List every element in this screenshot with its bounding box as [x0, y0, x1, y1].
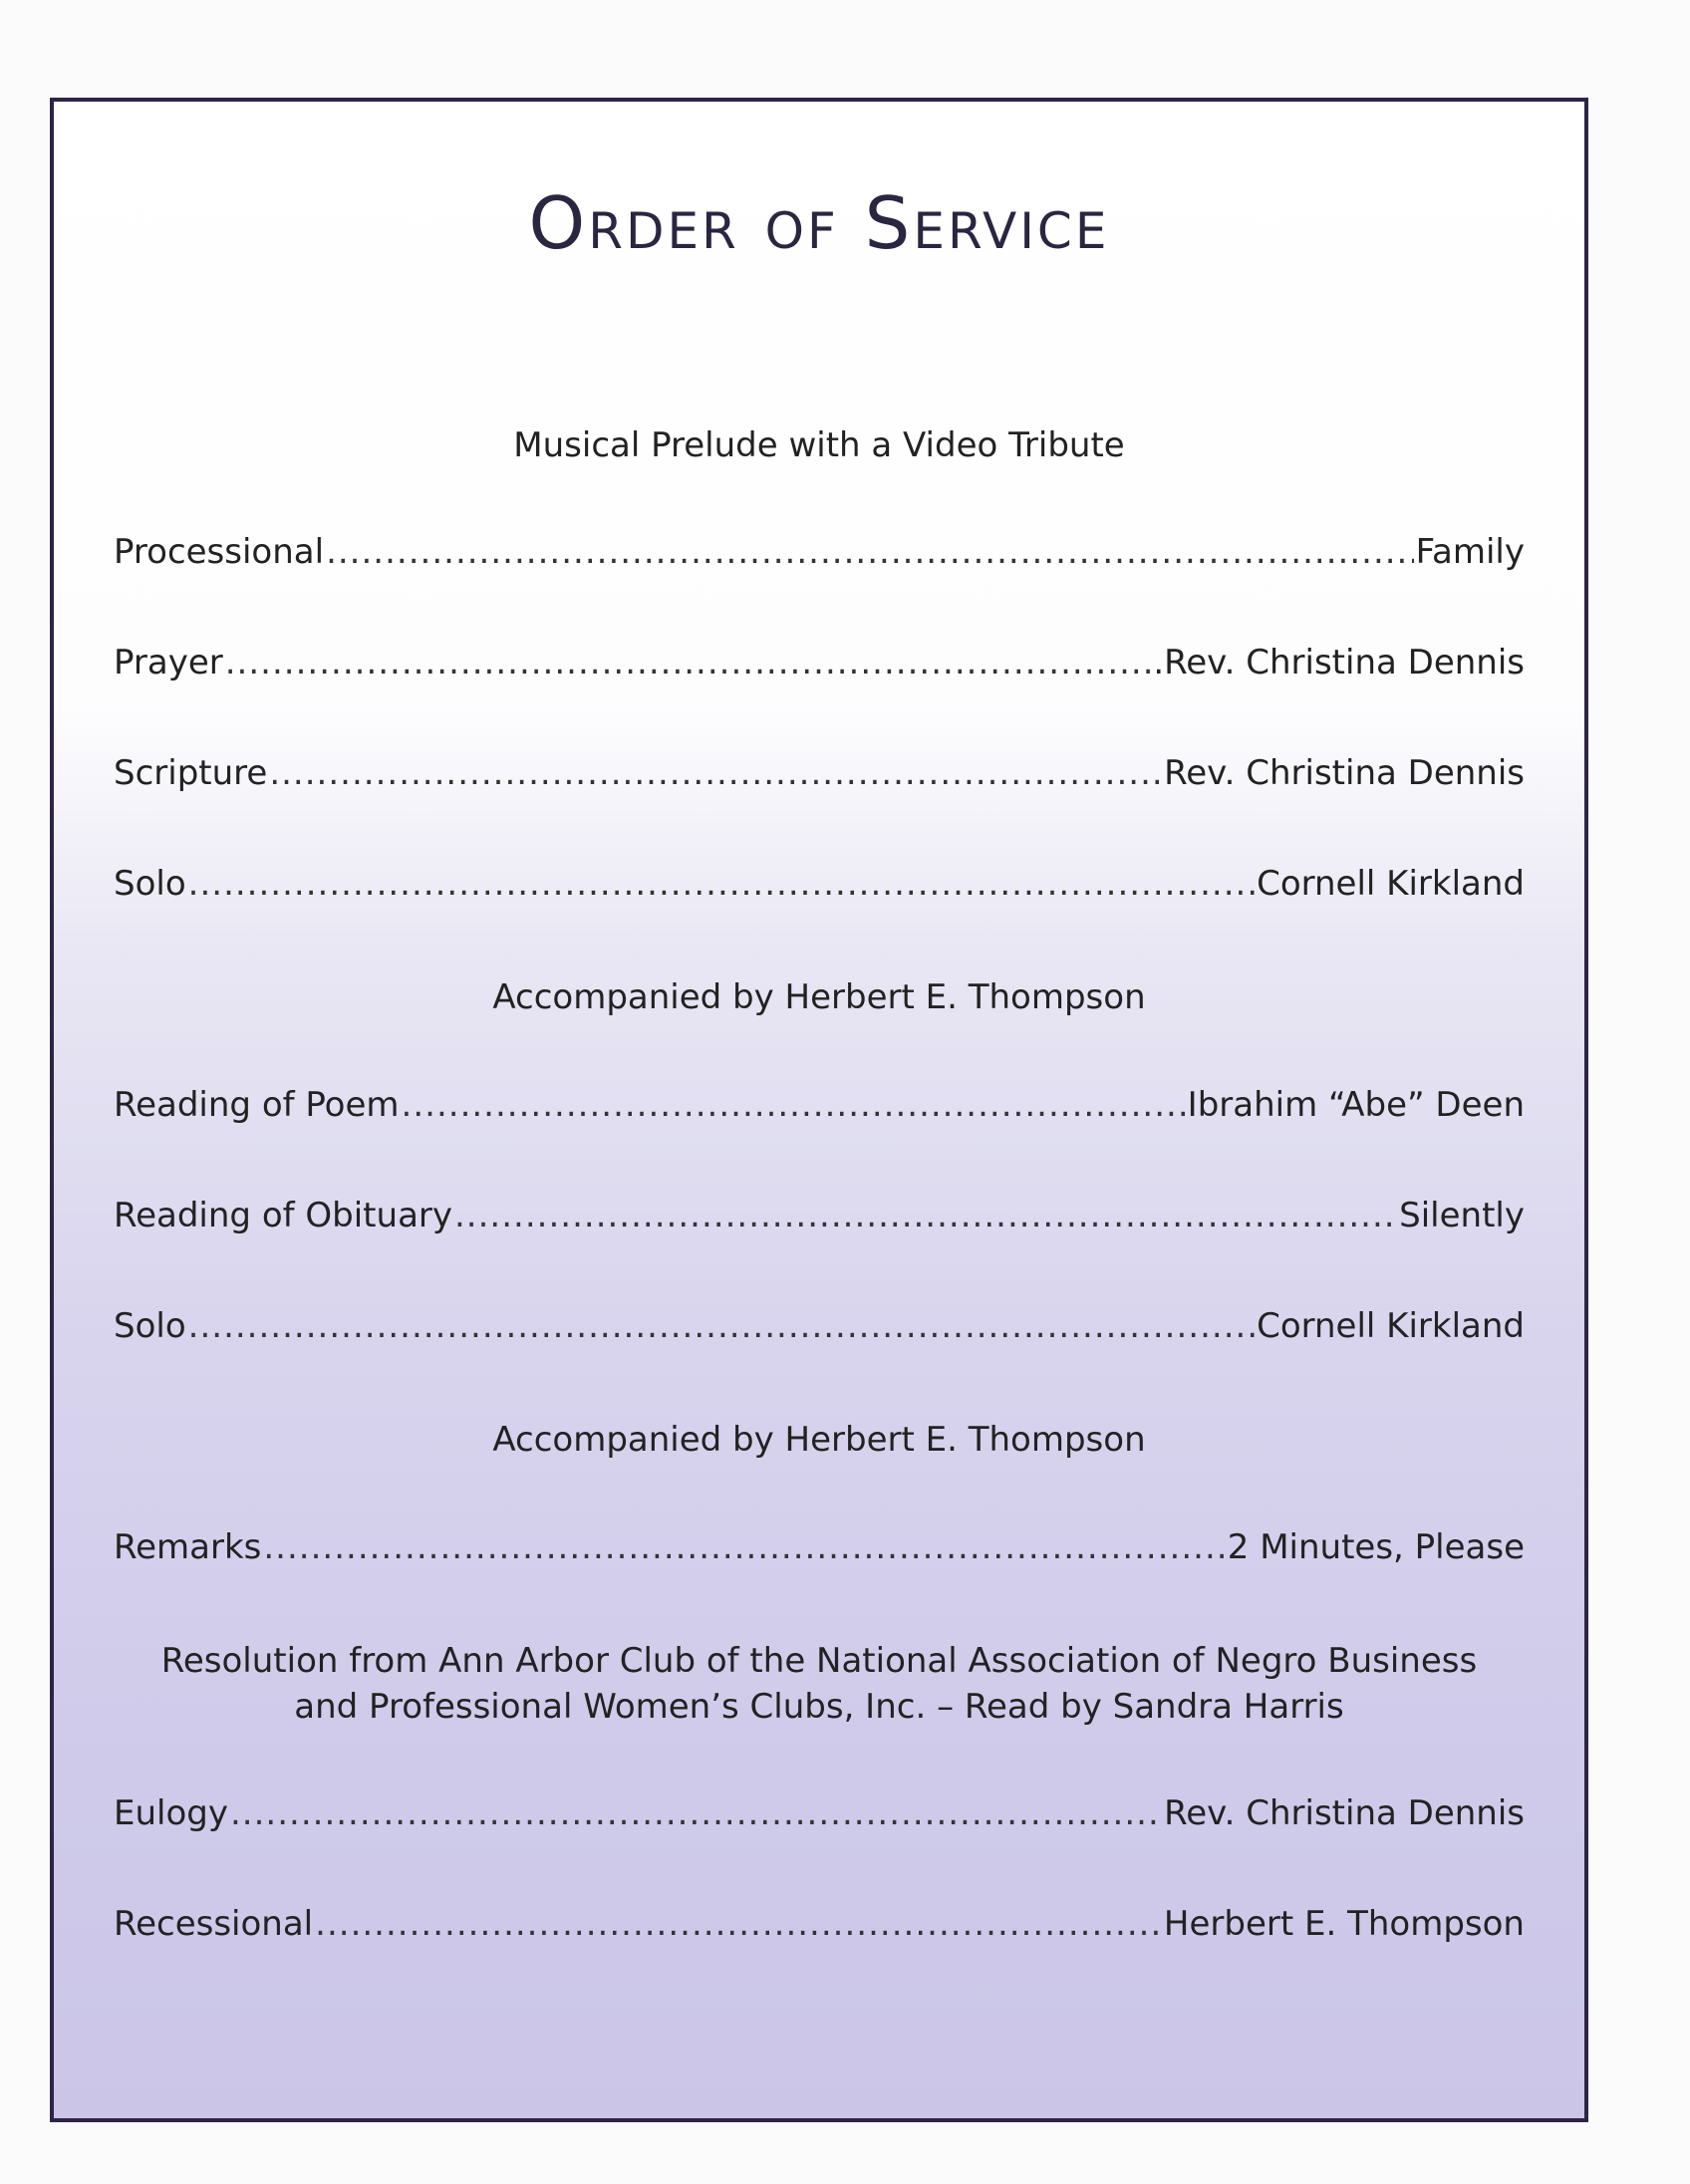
- item-label: Reading of Poem: [114, 1085, 400, 1125]
- item-label: Solo: [114, 1306, 186, 1346]
- item-label: Eulogy: [114, 1793, 228, 1833]
- service-item-recessional: [114, 1904, 1525, 1954]
- item-label: Prayer: [114, 643, 223, 682]
- item-label: Scripture: [114, 753, 268, 793]
- prelude-line: Musical Prelude with a Video Tribute: [513, 425, 1125, 465]
- resolution-note-line-1: Resolution from Ann Arbor Club of the National Association of Negro Business: [160, 1641, 1478, 1681]
- service-item-solo: [114, 1306, 1525, 1356]
- service-item-solo: [114, 864, 1525, 914]
- service-item-reading-of-poem: [114, 1085, 1525, 1135]
- item-label: Recessional: [114, 1904, 314, 1944]
- service-item-remarks: [114, 1527, 1525, 1577]
- dot-leader: [188, 864, 1255, 904]
- item-value: Cornell Kirkland: [1257, 1306, 1525, 1346]
- service-item-scripture: [114, 753, 1525, 803]
- service-item-eulogy: [114, 1793, 1525, 1843]
- dot-leader: [315, 1904, 1162, 1944]
- program-frame: [50, 98, 1588, 2122]
- item-value: Herbert E. Thompson: [1163, 1904, 1525, 1944]
- item-label: Processional: [114, 532, 325, 572]
- dot-leader: [188, 1306, 1255, 1346]
- dot-leader: [225, 643, 1152, 682]
- item-value: Family: [1415, 532, 1525, 572]
- item-value: Rev. Christina Dennis: [1164, 753, 1525, 793]
- item-label: Solo: [114, 864, 186, 904]
- service-item-prayer: [114, 643, 1525, 692]
- dot-leader: [402, 1085, 1186, 1125]
- service-item-reading-of-obituary: [114, 1196, 1525, 1245]
- dot-leader: [263, 1527, 1225, 1567]
- item-value: Silently: [1399, 1196, 1525, 1235]
- resolution-note-line-2: and Professional Women’s Clubs, Inc. – Read by Sandra Harris: [294, 1687, 1344, 1727]
- accompaniment-note: Accompanied by Herbert E. Thompson: [492, 1420, 1146, 1460]
- dot-leader: [326, 532, 1414, 572]
- item-value: Rev. Christina Dennis: [1164, 1793, 1525, 1833]
- item-label: Remarks: [114, 1527, 262, 1567]
- dot-leader: [230, 1793, 1162, 1833]
- page-title: Order of Service: [528, 181, 1110, 265]
- item-value: .Rev. Christina Dennis: [1153, 643, 1525, 682]
- item-value: Ibrahim “Abe” Deen: [1187, 1085, 1525, 1125]
- accompaniment-note: Accompanied by Herbert E. Thompson: [492, 977, 1146, 1017]
- item-value: 2 Minutes, Please: [1227, 1527, 1525, 1567]
- item-value: Cornell Kirkland: [1257, 864, 1525, 904]
- dot-leader: [454, 1196, 1397, 1235]
- dot-leader: [269, 753, 1162, 793]
- item-label: Reading of Obituary: [114, 1196, 452, 1235]
- service-item-processional: [114, 532, 1525, 582]
